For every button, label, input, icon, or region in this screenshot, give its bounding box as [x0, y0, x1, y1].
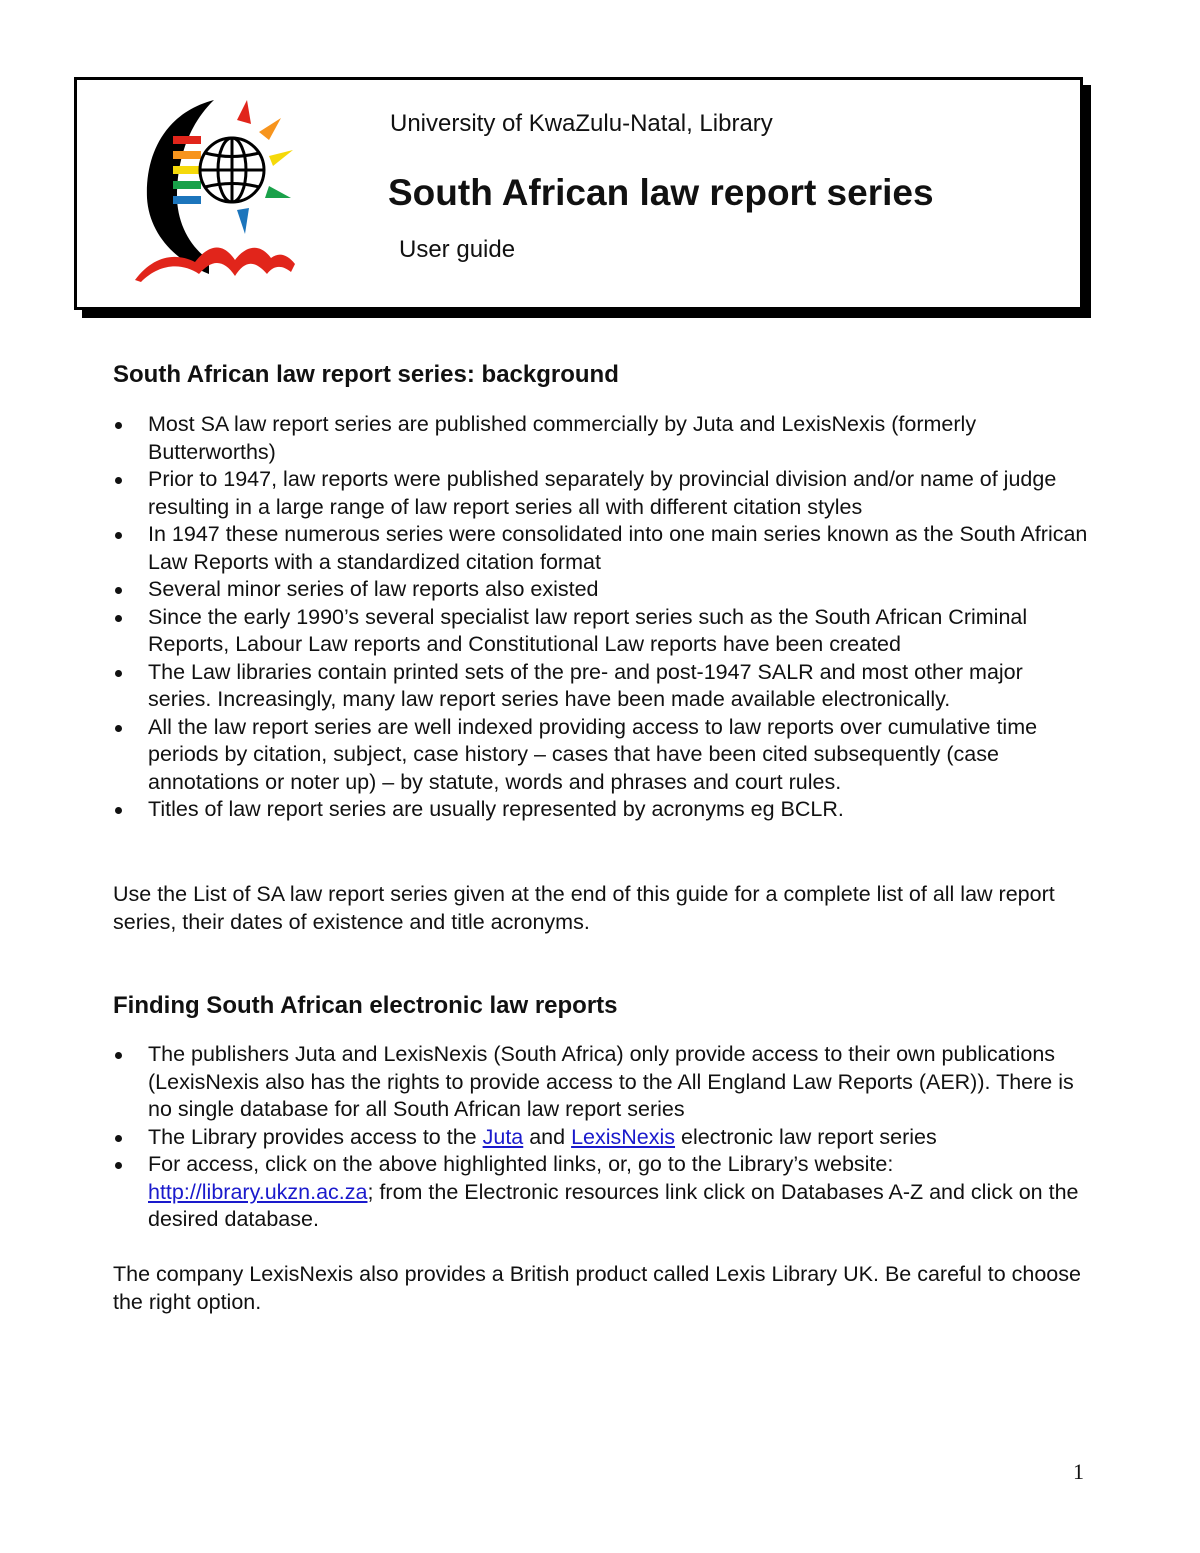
list-item: Titles of law report series are usually represented by acronyms eg BCLR.	[113, 796, 1088, 824]
institution-name: University of KwaZulu-Natal, Library	[390, 110, 773, 137]
logo-book-red	[135, 247, 295, 282]
background-note: Use the List of SA law report series given at the end of this guide for a complete list of all law report series, their dates of existence and title acronyms.	[113, 882, 1055, 934]
list-item: In 1947 these numerous series were consolidated into one main series known as the South African Law Reports with a standardized citation format	[113, 521, 1088, 576]
logo-ray-orange	[259, 118, 281, 140]
juta-link[interactable]: Juta	[482, 1124, 524, 1149]
logo-bar-blue	[173, 196, 201, 204]
background-heading: South African law report series: background	[113, 361, 619, 388]
document-title: South African law report series	[388, 172, 934, 213]
list-item-text: The Library provides access to the	[148, 1124, 483, 1149]
page-number: 1	[1073, 1459, 1084, 1484]
list-item: Since the early 1990’s several specialist law report series such as the South African Criminal Reports, Labour Law reports and Constitutional Law reports have been created	[113, 604, 1088, 659]
electronic-list	[113, 1041, 1088, 1234]
logo-ray-green	[265, 186, 291, 198]
logo-bar-red	[173, 136, 201, 144]
electronic-note: The company LexisNexis also provides a British product called Lexis Library UK. Be careful to choose the right option.	[113, 1262, 1081, 1314]
header-box	[74, 77, 1083, 310]
list-item-text: For access, click on the above highlighted links, or, go to the Library’s website:	[148, 1152, 894, 1176]
logo-ray-yellow	[269, 150, 293, 166]
ukzn-logo	[129, 94, 304, 284]
electronic-heading: Finding South African electronic law reports	[113, 992, 618, 1019]
list-item-text: and	[523, 1124, 572, 1149]
background-list	[113, 411, 1088, 824]
list-item	[113, 1151, 1088, 1234]
list-item: The Law libraries contain printed sets of the pre- and post-1947 SALR and most other major series. Increasingly, many law report series have been made available electronically.	[113, 659, 1088, 714]
list-item-text: ; from the Electronic resources link click on Databases A-Z and click on the desired database.	[148, 1179, 1079, 1231]
list-item: The publishers Juta and LexisNexis (South Africa) only provide access to their own publications (LexisNexis also has the rights to provide access to the All England Law Reports (AER)). There is no single database for all South African law report series	[113, 1041, 1088, 1124]
logo-bar-orange	[173, 151, 201, 159]
logo-ray-blue	[237, 208, 249, 234]
logo-bar-yellow	[173, 166, 201, 174]
list-item: Several minor series of law reports also existed	[113, 576, 1088, 604]
globe-icon	[200, 138, 264, 202]
list-item: Most SA law report series are published commercially by Juta and LexisNexis (formerly Butterworths)	[113, 411, 1088, 466]
logo-bar-green	[173, 181, 201, 189]
document-subtitle: User guide	[399, 236, 516, 263]
list-item-text: electronic law report series	[675, 1124, 937, 1149]
logo-ray-red	[237, 100, 251, 124]
list-item: Prior to 1947, law reports were published separately by provincial division and/or name of judge resulting in a large range of law report series all with different citation styles	[113, 466, 1088, 521]
list-item	[113, 1124, 1088, 1152]
library-website-link[interactable]: http://library.ukzn.ac.za	[148, 1179, 368, 1204]
lexisnexis-link[interactable]: LexisNexis	[571, 1124, 676, 1149]
list-item: All the law report series are well indexed providing access to law reports over cumulative time periods by citation, subject, case history – cases that have been cited subsequently (case annotations or noter up) – by statute, words and phrases and court rules.	[113, 714, 1088, 797]
